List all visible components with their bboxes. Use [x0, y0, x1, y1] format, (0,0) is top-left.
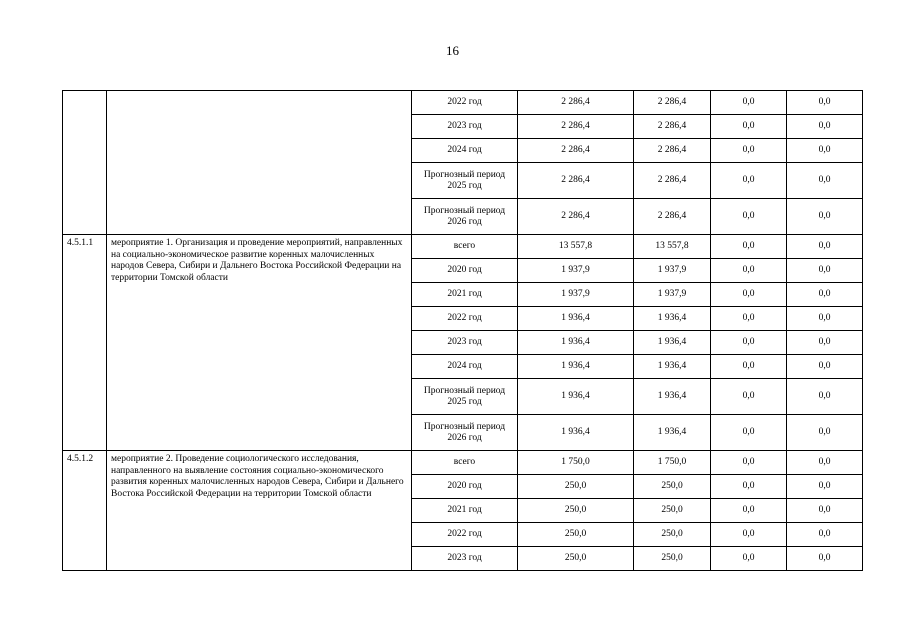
value-cell: 0,0: [787, 307, 863, 331]
period-cell: 2020 год: [412, 259, 518, 283]
period-cell: Прогнозный период 2026 год: [412, 199, 518, 235]
period-cell: 2020 год: [412, 475, 518, 499]
value-cell: 0,0: [787, 523, 863, 547]
value-cell: 2 286,4: [634, 163, 711, 199]
period-cell: Прогнозный период 2026 год: [412, 415, 518, 451]
value-cell: 0,0: [787, 379, 863, 415]
value-cell: 0,0: [711, 415, 787, 451]
value-cell: 1 936,4: [634, 415, 711, 451]
value-cell: 1 936,4: [518, 355, 634, 379]
value-cell: 250,0: [518, 475, 634, 499]
value-cell: 0,0: [711, 499, 787, 523]
item-description: мероприятие 2. Проведение социологического исследования, направленного на выявление состояния социально-экономического развития коренных малочисленных народов Севера, Сибири и Дальнего Востока Российской Федерации на территории Томской области: [107, 451, 412, 571]
period-cell: 2021 год: [412, 499, 518, 523]
value-cell: 0,0: [787, 475, 863, 499]
value-cell: 1 750,0: [518, 451, 634, 475]
value-cell: 250,0: [518, 523, 634, 547]
value-cell: 2 286,4: [634, 199, 711, 235]
description-cell: [107, 91, 412, 235]
period-cell: всего: [412, 451, 518, 475]
value-cell: 0,0: [787, 547, 863, 571]
period-cell: 2021 год: [412, 283, 518, 307]
value-cell: 250,0: [634, 475, 711, 499]
value-cell: 0,0: [787, 115, 863, 139]
period-cell: 2022 год: [412, 91, 518, 115]
value-cell: 2 286,4: [518, 163, 634, 199]
value-cell: 0,0: [711, 331, 787, 355]
value-cell: 2 286,4: [518, 91, 634, 115]
value-cell: 250,0: [634, 523, 711, 547]
value-cell: 250,0: [634, 499, 711, 523]
value-cell: 0,0: [711, 451, 787, 475]
value-cell: 0,0: [787, 91, 863, 115]
value-cell: 0,0: [787, 283, 863, 307]
item-code: 4.5.1.2: [63, 451, 107, 571]
value-cell: 0,0: [787, 331, 863, 355]
value-cell: 2 286,4: [634, 115, 711, 139]
value-cell: 2 286,4: [634, 91, 711, 115]
value-cell: 1 937,9: [518, 283, 634, 307]
page-number: 16: [446, 43, 459, 58]
value-cell: 0,0: [711, 547, 787, 571]
value-cell: 0,0: [711, 355, 787, 379]
value-cell: 0,0: [711, 283, 787, 307]
value-cell: 250,0: [634, 547, 711, 571]
period-cell: 2023 год: [412, 115, 518, 139]
value-cell: 2 286,4: [634, 139, 711, 163]
budget-table: [62, 90, 863, 571]
table-row: [63, 235, 863, 259]
value-cell: 0,0: [787, 451, 863, 475]
code-cell: [63, 91, 107, 235]
value-cell: 0,0: [711, 475, 787, 499]
value-cell: 1 936,4: [634, 379, 711, 415]
value-cell: 0,0: [787, 415, 863, 451]
period-cell: Прогнозный период 2025 год: [412, 163, 518, 199]
value-cell: 250,0: [518, 547, 634, 571]
value-cell: 0,0: [711, 199, 787, 235]
table-row: [63, 451, 863, 475]
period-cell: всего: [412, 235, 518, 259]
value-cell: 0,0: [711, 235, 787, 259]
value-cell: 13 557,8: [634, 235, 711, 259]
value-cell: 1 937,9: [634, 259, 711, 283]
table-body: [63, 91, 863, 571]
value-cell: 0,0: [787, 199, 863, 235]
value-cell: 0,0: [787, 163, 863, 199]
value-cell: 1 936,4: [634, 355, 711, 379]
period-cell: 2024 год: [412, 139, 518, 163]
value-cell: 0,0: [787, 139, 863, 163]
period-cell: 2022 год: [412, 307, 518, 331]
value-cell: 1 937,9: [518, 259, 634, 283]
value-cell: 0,0: [711, 115, 787, 139]
value-cell: 0,0: [711, 139, 787, 163]
value-cell: 2 286,4: [518, 115, 634, 139]
period-cell: 2023 год: [412, 547, 518, 571]
value-cell: 0,0: [787, 259, 863, 283]
value-cell: 1 936,4: [634, 331, 711, 355]
value-cell: 2 286,4: [518, 139, 634, 163]
value-cell: 0,0: [711, 379, 787, 415]
value-cell: 1 936,4: [518, 331, 634, 355]
value-cell: 0,0: [787, 235, 863, 259]
period-cell: 2024 год: [412, 355, 518, 379]
item-description: мероприятие 1. Организация и проведение мероприятий, направленных на социально-экономическое развитие коренных малочисленных народов Севера, Сибири и Дальнего Востока Российской Федерации на территории Томской области: [107, 235, 412, 451]
value-cell: 1 937,9: [634, 283, 711, 307]
value-cell: 1 936,4: [518, 379, 634, 415]
value-cell: 0,0: [711, 259, 787, 283]
value-cell: 0,0: [787, 355, 863, 379]
value-cell: 1 936,4: [518, 415, 634, 451]
value-cell: 0,0: [787, 499, 863, 523]
period-cell: 2022 год: [412, 523, 518, 547]
value-cell: 13 557,8: [518, 235, 634, 259]
table-row: [63, 91, 863, 115]
value-cell: 250,0: [518, 499, 634, 523]
period-cell: Прогнозный период 2025 год: [412, 379, 518, 415]
value-cell: 0,0: [711, 91, 787, 115]
value-cell: 0,0: [711, 307, 787, 331]
value-cell: 1 936,4: [518, 307, 634, 331]
value-cell: 0,0: [711, 163, 787, 199]
value-cell: 1 936,4: [634, 307, 711, 331]
value-cell: 1 750,0: [634, 451, 711, 475]
item-code: 4.5.1.1: [63, 235, 107, 451]
value-cell: 0,0: [711, 523, 787, 547]
value-cell: 2 286,4: [518, 199, 634, 235]
period-cell: 2023 год: [412, 331, 518, 355]
